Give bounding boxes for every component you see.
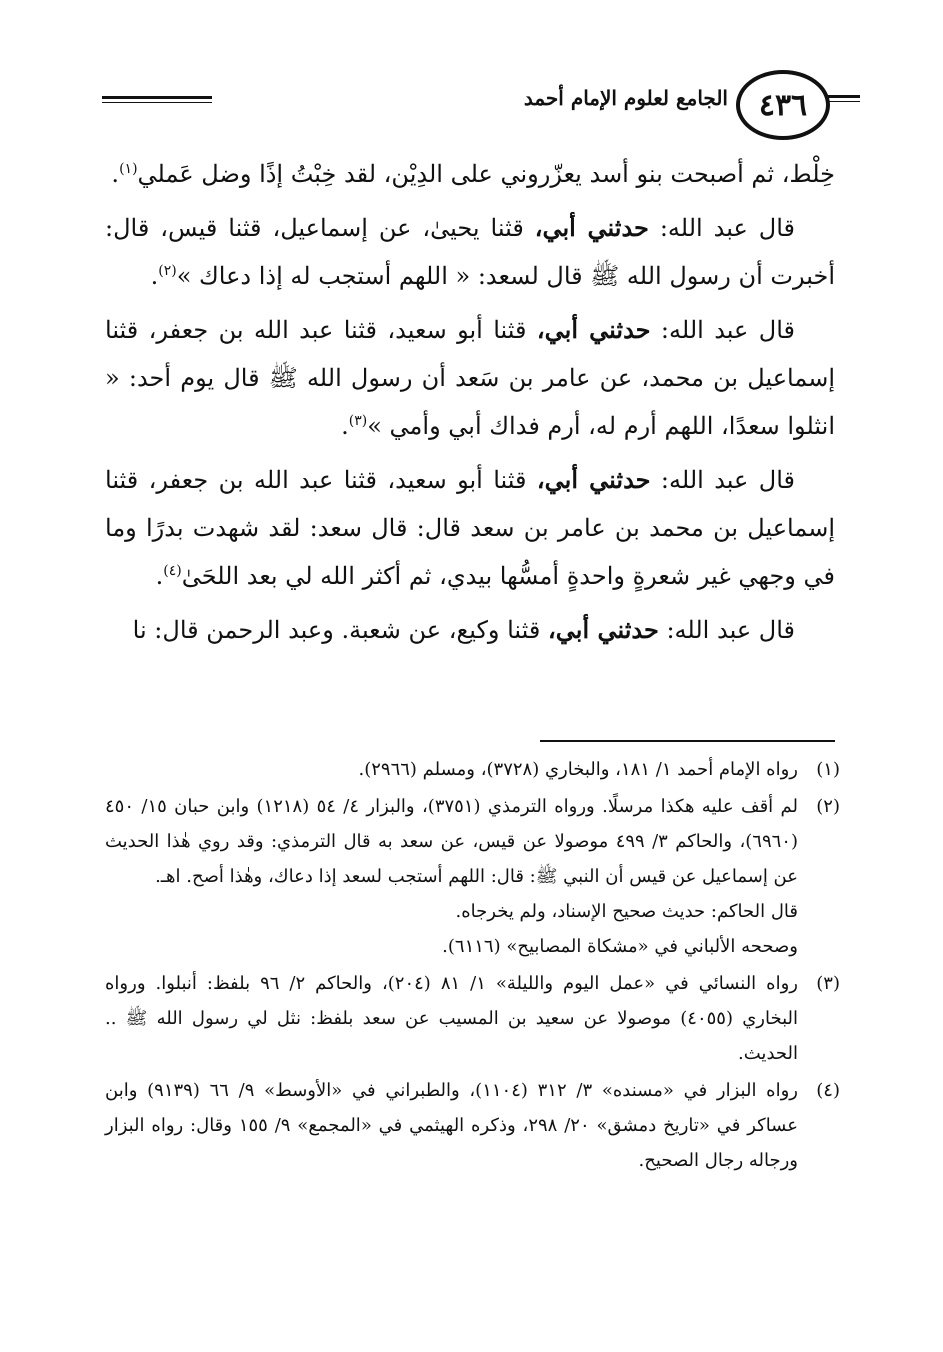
paragraph-5-lead: قال عبد الله: (658, 616, 795, 644)
footnote-line: رواه البزار في «مسنده» ٣/ ٣١٢ (١١٠٤)، والطبراني في «الأوسط» ٩/ ٦٦ (٩١٣٩) وابن عساكر في «تاريخ دمشق» ٢٠/ ٢٩٨، وذكره الهيثمي في «المجمع» ٩/ ١٥٥ وقال: رواه البزار ورجاله رجال الصحيح. (105, 1080, 798, 1171)
footnote-ref-1: (١) (119, 161, 138, 177)
running-title: الجامع لعلوم الإمام أحمد (523, 86, 728, 110)
footnotes (105, 752, 840, 1180)
footnote-body (105, 789, 798, 964)
footnote-line: لم أقف عليه هكذا مرسلًا. ورواه الترمذي (٣٧٥١)، والبزار ٤/ ٥٤ (١٢١٨) وابن حبان ١٥/ ٤٥٠ (٦٩٦٠)، والحاكم ٣/ ٤٩٩ موصولا عن قيس، عن سعد به قال الترمذي: وقد روي هٰذا الحديث عن إسماعيل عن قيس أن النبي ﷺ: قال: اللهم أستجب لسعد إذا دعاك، وهٰذا أصح. اهـ. (105, 796, 798, 887)
footnote-ref-3: (٣) (348, 413, 368, 429)
paragraph-1-text: خِلْط، ثم أصبحت بنو أسد يعزّروني على الدِيْن، لقد خِبْتُ إذًا وضل عَملي (137, 160, 835, 188)
footnote-line: وصححه الألباني في «مشكاة المصابيح» (٦١١٦). (442, 936, 798, 957)
paragraph-3-text: قثنا أبو سعيد، قثنا عبد الله بن جعفر، قثنا إسماعيل بن محمد، عن عامر بن سَعد أن رسول الله ﷺ قال يوم أحد: « انثلوا سعدًا، اللهم أرم له، أرم فداك أبي وأمي » (105, 316, 835, 440)
paragraph-2-text: قثنا يحيىٰ، عن إسماعيل، قثنا قيس، قال: أخبرت أن رسول الله ﷺ قال لسعد: « اللهم أستجب له إذا دعاك » (105, 214, 835, 290)
footnote-body (105, 1073, 798, 1178)
paragraph-4: قال عبد الله: حدثني أبي، قثنا أبو سعيد، قثنا عبد الله بن جعفر، قثنا إسماعيل بن محمد بن عامر بن سعد قال: قال سعد: لقد شهدت بدرًا وما في وجهي غير شعرةٍ واحدةٍ أمسُّها بيدي، ثم أكثر الله لي بعد اللحَىٰ$^{(٤)}$. (105, 465, 836, 590)
page-number-badge (736, 70, 830, 140)
footnote-body (105, 966, 798, 1071)
paragraph-2-bold: حدثني أبي، (534, 213, 649, 242)
paragraph-5-text: قثنا وكيع، عن شعبة. وعبد الرحمن قال: نا (132, 616, 549, 644)
header-rule-left (102, 96, 212, 103)
paragraph-4-lead: قال عبد الله: (650, 466, 795, 494)
paragraph-3-lead: قال عبد الله: (650, 316, 795, 344)
paragraph-2-lead: قال عبد الله: (648, 214, 795, 242)
paragraph-4-bold: حدثني أبي، (536, 465, 651, 494)
footnote-ref-2: (٢) (158, 263, 177, 279)
paragraph-2: قال عبد الله: حدثني أبي، قثنا يحيىٰ، عن إسماعيل، قثنا قيس، قال: أخبرت أن رسول الله ﷺ قال لسعد: « اللهم أستجب له إذا دعاك »$^{(٢)}$. (105, 213, 835, 290)
footnote-separator (540, 740, 835, 742)
main-text (105, 150, 835, 660)
page-header (80, 68, 860, 138)
footnote-number: (٢) (816, 796, 840, 817)
paragraph-1: خِلْط، ثم أصبحت بنو أسد يعزّروني على الدِيْن، لقد خِبْتُ إذًا وضل عَملي$^{(١)}$. (111, 160, 835, 188)
footnote-2 (105, 789, 840, 964)
footnote-number: (٤) (816, 1080, 840, 1101)
paragraph-4-text: قثنا أبو سعيد، قثنا عبد الله بن جعفر، قثنا إسماعيل بن محمد بن عامر بن سعد قال: قال سعد: لقد شهدت بدرًا وما في وجهي غير شعرةٍ واحدةٍ أمسُّها بيدي، ثم أكثر الله لي بعد اللحَىٰ (105, 466, 836, 590)
footnote-line: رواه الإمام أحمد ١/ ١٨١، والبخاري (٣٧٢٨)، ومسلم (٢٩٦٦). (358, 759, 798, 780)
paragraph-3: قال عبد الله: حدثني أبي، قثنا أبو سعيد، قثنا عبد الله بن جعفر، قثنا إسماعيل بن محمد، عن عامر بن سَعد أن رسول الله ﷺ قال يوم أحد: « انثلوا سعدًا، اللهم أرم له، أرم فداك أبي وأمي »$^{(٣)}$. (105, 315, 835, 440)
footnote-body (105, 752, 798, 787)
paragraph-5 (105, 606, 835, 654)
paragraph-5-bold: حدثني أبي، (548, 615, 659, 644)
page-number: ٤٣٦ (758, 87, 808, 123)
footnote-ref-4: (٤) (163, 563, 182, 579)
paragraph-3-bold: حدثني أبي، (536, 315, 651, 344)
footnote-1 (105, 752, 840, 787)
footnote-number: (١) (816, 759, 840, 780)
footnote-line: قال الحاكم: حديث صحيح الإسناد، ولم يخرجاه. (455, 901, 798, 922)
footnote-line: رواه النسائي في «عمل اليوم والليلة» ١/ ٨١ (٢٠٤)، والحاكم ٢/ ٩٦ بلفظ: أنبلوا. ورواه البخاري (٤٠٥٥) موصولا عن سعيد بن المسيب عن سعد بلفظ: نثل لي رسول الله ﷺ .. الحديث. (105, 973, 798, 1064)
footnote-3 (105, 966, 840, 1071)
footnote-4 (105, 1073, 840, 1178)
footnote-number: (٣) (816, 973, 840, 994)
